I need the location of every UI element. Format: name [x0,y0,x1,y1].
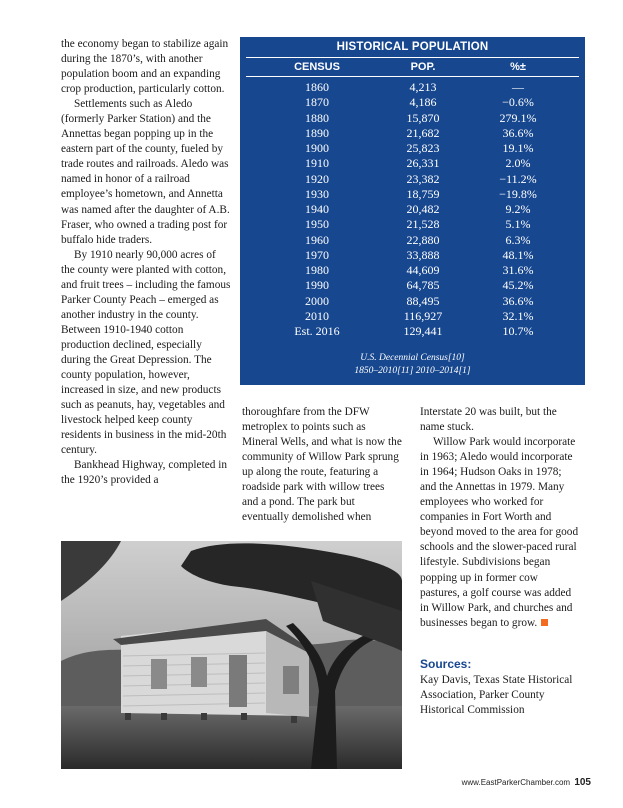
census-year: 2010 [305,308,329,323]
population-value: 21,528 [406,217,440,232]
body-column-1 [61,37,231,488]
census-year: 1930 [305,186,329,201]
historic-building-photo [61,541,402,769]
population-value: 23,382 [406,171,440,186]
table-row [246,141,579,156]
table-row [246,156,579,171]
body-paragraph: Interstate 20 was built, but the name stuck. [420,406,557,434]
table-header-row [246,57,579,77]
table-row [246,263,579,278]
census-year: 1920 [305,171,329,186]
table-row [246,309,579,324]
population-value: 4,213 [409,80,437,94]
census-year: 1960 [305,232,329,247]
page-number: 105 [574,777,591,788]
population-value: 88,495 [406,293,440,308]
population-value: 44,609 [406,263,440,277]
body-paragraph: Bankhead Highway, completed in the 1920’s provided a [61,459,227,487]
census-year: 1870 [305,95,329,110]
table-row [246,294,579,309]
historical-population-table [240,37,585,385]
page-footer [462,777,591,788]
table-row [246,95,579,110]
percent-change: 45.2% [502,278,534,293]
percent-change: −0.6% [502,95,534,110]
population-value: 26,331 [406,156,440,171]
census-year: 2000 [305,293,329,308]
sources-text: Kay Davis, Texas State Historical Association, Parker County Historical Commission [420,674,573,717]
population-value: 22,880 [406,232,440,247]
percent-change: 6.3% [505,232,531,247]
census-year: 1970 [305,247,329,262]
header-census: CENSUS [294,61,340,73]
percent-change: 48.1% [502,247,534,262]
footer-url: www.EastParkerChamber.com [461,778,571,787]
population-value: 21,682 [406,125,440,140]
population-value: 116,927 [403,308,443,323]
percent-change: 19.1% [502,141,534,155]
population-value: 129,441 [403,324,443,338]
table-row [246,233,579,248]
census-year: 1880 [305,110,329,125]
table-row [246,126,579,141]
percent-change: 31.6% [502,263,534,277]
census-year: 1860 [305,80,329,94]
table-row [246,187,579,202]
body-paragraph: the economy began to stabilize again during the 1870’s, with another population boom and an expanding crop production, particularly cotton. [61,38,229,96]
header-pop: POP. [410,61,436,73]
census-year: Est. 2016 [294,324,340,338]
body-column-3 [420,405,580,631]
table-row [246,217,579,232]
population-value: 18,759 [406,186,440,201]
body-column-2 [242,405,402,525]
census-year: 1990 [305,278,329,293]
sources-heading: Sources: [420,657,472,671]
census-year: 1940 [305,202,329,216]
percent-change: 9.2% [505,202,531,216]
census-year: 1980 [305,263,329,277]
end-of-article-square-icon [541,619,548,626]
table-row [246,111,579,126]
table-row [246,172,579,187]
percent-change: 36.6% [502,293,534,308]
census-year: 1910 [305,156,329,171]
table-title: HISTORICAL POPULATION [336,41,489,53]
source-line: 1850–2010[11] 2010–2014[1] [354,366,471,376]
percent-change: 32.1% [502,308,534,323]
percent-change: 10.7% [502,324,534,338]
population-value: 25,823 [406,141,440,155]
census-year: 1950 [305,217,329,232]
percent-change: 2.0% [505,156,531,171]
census-year: 1900 [305,141,329,155]
population-value: 4,186 [409,95,437,110]
census-year: 1890 [305,125,329,140]
source-line: U.S. Decennial Census[10] [360,353,465,363]
percent-change: 36.6% [502,125,534,140]
table-row [246,324,579,339]
percent-change: −19.8% [499,186,537,201]
body-paragraph: Settlements such as Aledo (formerly Parker Station) and the Annettas began popping up in the eastern part of the county, fueled by trade routes and railroads. Aledo was named in honor of a railroad employee’s hometown, and Annetta was named after the daughter of A.B. Fraser, who owned a trading post for buffalo hide traders. [61,98,230,246]
percent-change: 279.1% [499,110,537,125]
table-row [246,80,579,95]
population-value: 15,870 [406,110,440,125]
table-row [246,278,579,293]
closing-paragraph-text: Willow Park would incorporate in 1963; Aledo would incorporate in 1964; Hudson Oaks in 1978; and the Annettas in 1979. Many employees who worked for companies in Fort Worth and beyond moved to the area for good schools and the slower-paced rural lifestyle. Subdivisions began popping up in former cow pastures, a golf course was added in Willow Park, and churches and businesses began to grow. [420,436,579,629]
percent-change: — [512,80,524,94]
percent-change: 5.1% [505,217,531,232]
body-paragraph: thoroughfare from the DFW metroplex to points such as Mineral Wells, and what is now the community of Willow Park sprung up along the route, featuring a roadside park with willow trees and a pond. The park but eventually demolished when [242,406,402,524]
body-paragraph [420,435,580,631]
population-value: 64,785 [406,278,440,293]
population-value: 20,482 [406,202,440,216]
table-body [246,80,579,339]
percent-change: −11.2% [499,171,537,186]
table-source-note [240,352,585,378]
body-paragraph: By 1910 nearly 90,000 acres of the county were planted with cotton, and fruit trees – including the famous Parker County Peach – emerged as another industry in the county. Between 1910-1940 cotton production declined, especially during the Great Depression. The county population, however, increased in size, and new products such as peanuts, hay, vegetables and livestock helped keep county residents in business in the mid-20th century. [61,248,231,457]
header-pct: %± [510,61,526,73]
table-row [246,202,579,217]
population-value: 33,888 [406,247,440,262]
table-row [246,248,579,263]
